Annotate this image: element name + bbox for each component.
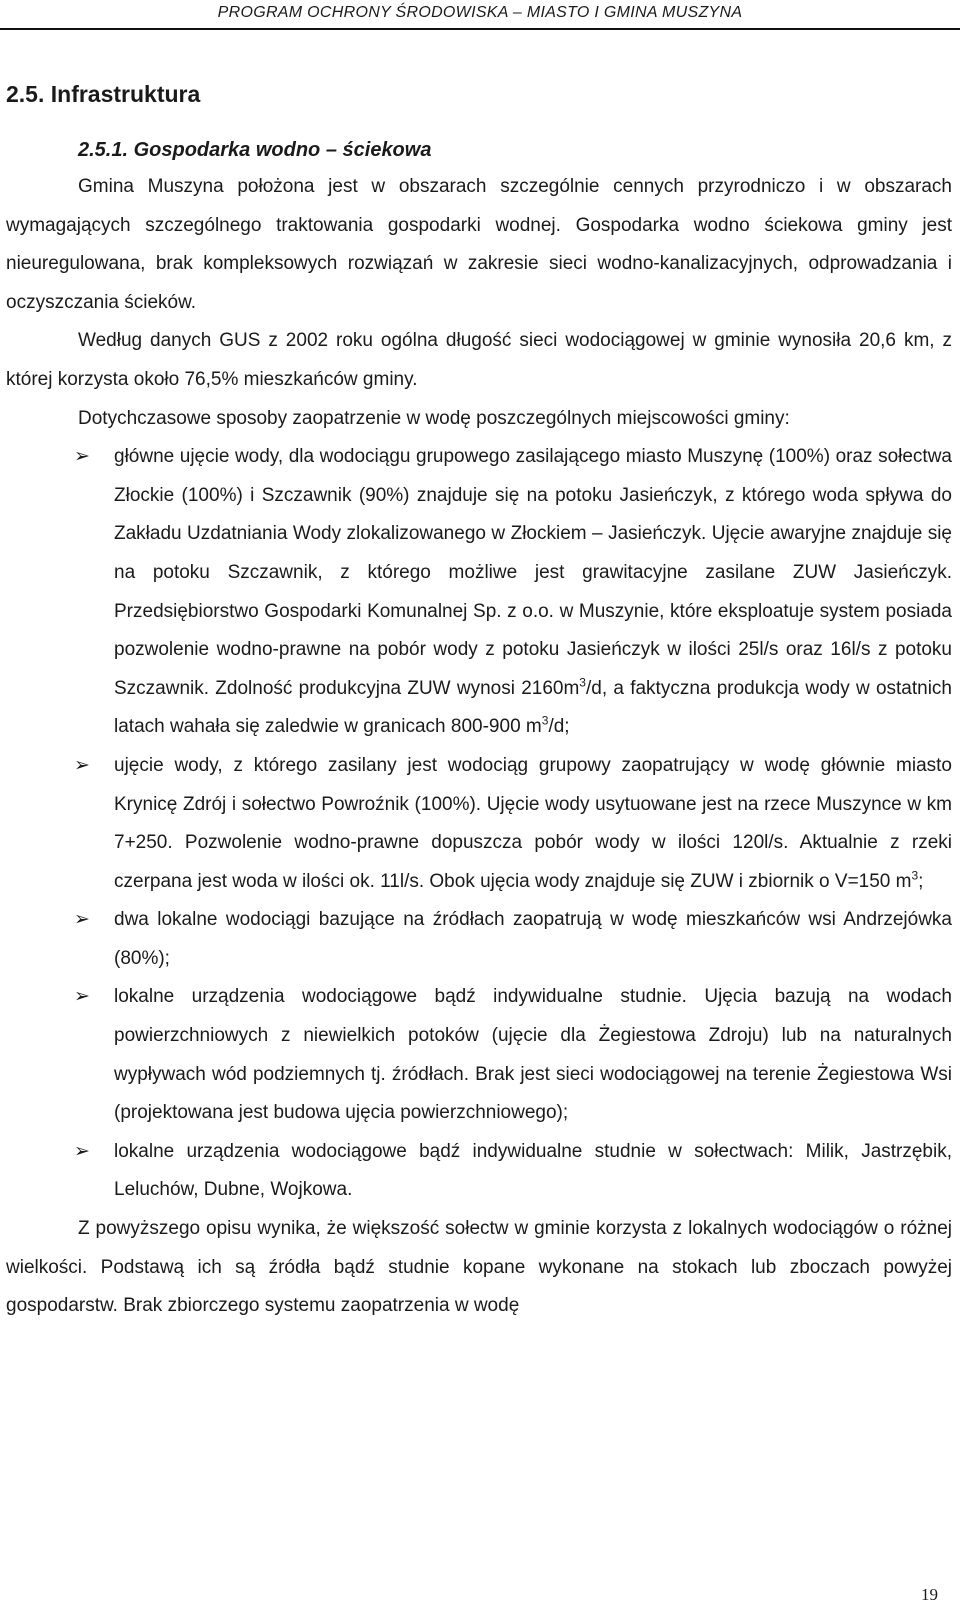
list-item-text: ujęcie wody, z którego zasilany jest wodociąg grupowy zaopatrujący w wodę głównie miasto Krynicę Zdrój i sołectwo Powroźnik (100%). Ujęcie wody usytuowane jest na rzece Muszynce w km 7+250. Pozwolenie wodno-prawne dopuszcza pobór wody w ilości 120l/s. Aktualnie z rzeki czerpana jest woda w ilości ok. 11l/s. Obok ujęcia wody znajduje się ZUW i zbiornik o V=150 m (114, 754, 952, 892)
list-item-zegiestow (6, 978, 952, 1132)
arrow-bullet-icon: ➢ (74, 446, 90, 468)
arrow-bullet-icon: ➢ (74, 754, 90, 776)
conclusion-paragraph: Z powyższego opisu wynika, że większość sołectw w gminie korzysta z lokalnych wodociągów o różnej wielkości. Podstawą ich są źródła bądź studnie kopane wykonane na stokach lub zboczach powyżej gospodarstw. Brak zbiorczego systemu zaopatrzenia w wodę (6, 1218, 952, 1317)
list-item-text: główne ujęcie wody, dla wodociągu grupowego zasilającego miasto Muszynę (100%) oraz sołectwa Złockie (100%) i Szczawnik (90%) znajduje się na potoku Jasieńczyk, z którego woda spływa do Zakładu Uzdatniania Wody zlokalizowanego w Złockiem – Jasieńczyk. Ujęcie awaryjne znajduje się na potoku Szczawnik, z którego możliwe jest grawitacyjne zasilane ZUW Jasieńczyk. Przedsiębiorstwo Gospodarki Komunalnej Sp. z o.o. w Muszynie, które eksploatuje system posiada pozwolenie wodno-prawne na pobór wody z potoku Jasieńczyk w ilości 25l/s oraz 16l/s z potoku Szczawnik. Zdolność produkcyjna ZUW wynosi 2160m (114, 446, 952, 699)
list-item-text: lokalne urządzenia wodociągowe bądź indywidualne studnie. Ujęcia bazują na wodach powierzchniowych z niewielkich potoków (ujęcie dla Żegiestowa Zdroju) lub na naturalnych wypływach wód podziemnych tj. źródłach. Brak jest sieci wodociągowej na terenie Żegiestowa Wsi (projektowana jest budowa ujęcia powierzchniowego); (114, 986, 952, 1124)
section-title: 2.5. Infrastruktura (6, 81, 201, 107)
superscript: 3 (541, 713, 549, 728)
page-header (0, 0, 960, 22)
list-item-text: ; (918, 870, 924, 892)
arrow-bullet-icon: ➢ (74, 1140, 90, 1162)
document-body (6, 74, 952, 1326)
page-number: 19 (921, 1585, 938, 1604)
water-supply-list (6, 438, 952, 1210)
list-item-text: lokalne urządzenia wodociągowe bądź indywidualne studnie w sołectwach: Milik, Jastrzębik, Leluchów, Dubne, Wojkowa. (114, 1140, 952, 1201)
list-item-text: /d; (548, 716, 570, 738)
list-item-main-intake (6, 438, 952, 747)
intro-paragraph: Gmina Muszyna położona jest w obszarach szczególnie cennych przyrodniczo i w obszarach wymagających szczególnego traktowania gospodarki wodnej. Gospodarka wodno ściekowa gminy jest nieuregulowana, brak kompleksowych rozwiązań w zakresie sieci wodno-kanalizacyjnych, odprowadzania i oczyszczania ścieków. (6, 176, 952, 313)
list-item-andrzejowka (6, 901, 952, 978)
superscript: 3 (911, 868, 919, 883)
list-item-local-wells (6, 1133, 952, 1210)
list-item-text: dwa lokalne wodociągi bazujące na źródłach zaopatrują w wodę mieszkańców wsi Andrzejówka (80%); (114, 909, 952, 969)
list-item-krynica-intake (6, 747, 952, 901)
gus-paragraph: Według danych GUS z 2002 roku ogólna długość sieci wodociągowej w gminie wynosiła 20,6 km, z której korzysta około 76,5% mieszkańców gminy. (6, 330, 952, 390)
running-title: PROGRAM OCHRONY ŚRODOWISKA – MIASTO I GMINA MUSZYNA (217, 4, 743, 21)
superscript: 3 (579, 675, 586, 690)
header-rule (0, 28, 960, 30)
arrow-bullet-icon: ➢ (74, 909, 90, 931)
arrow-bullet-icon: ➢ (74, 986, 90, 1008)
subsection-title: 2.5.1. Gospodarka wodno – ściekowa (78, 139, 432, 161)
list-item-text: /d, a faktyczna produkcja wody w ostatnich latach wahała się zaledwie w granicach 800-900 m (114, 677, 952, 738)
list-intro-paragraph: Dotychczasowe sposoby zaopatrzenie w wodę poszczególnych miejscowości gminy: (78, 407, 790, 429)
